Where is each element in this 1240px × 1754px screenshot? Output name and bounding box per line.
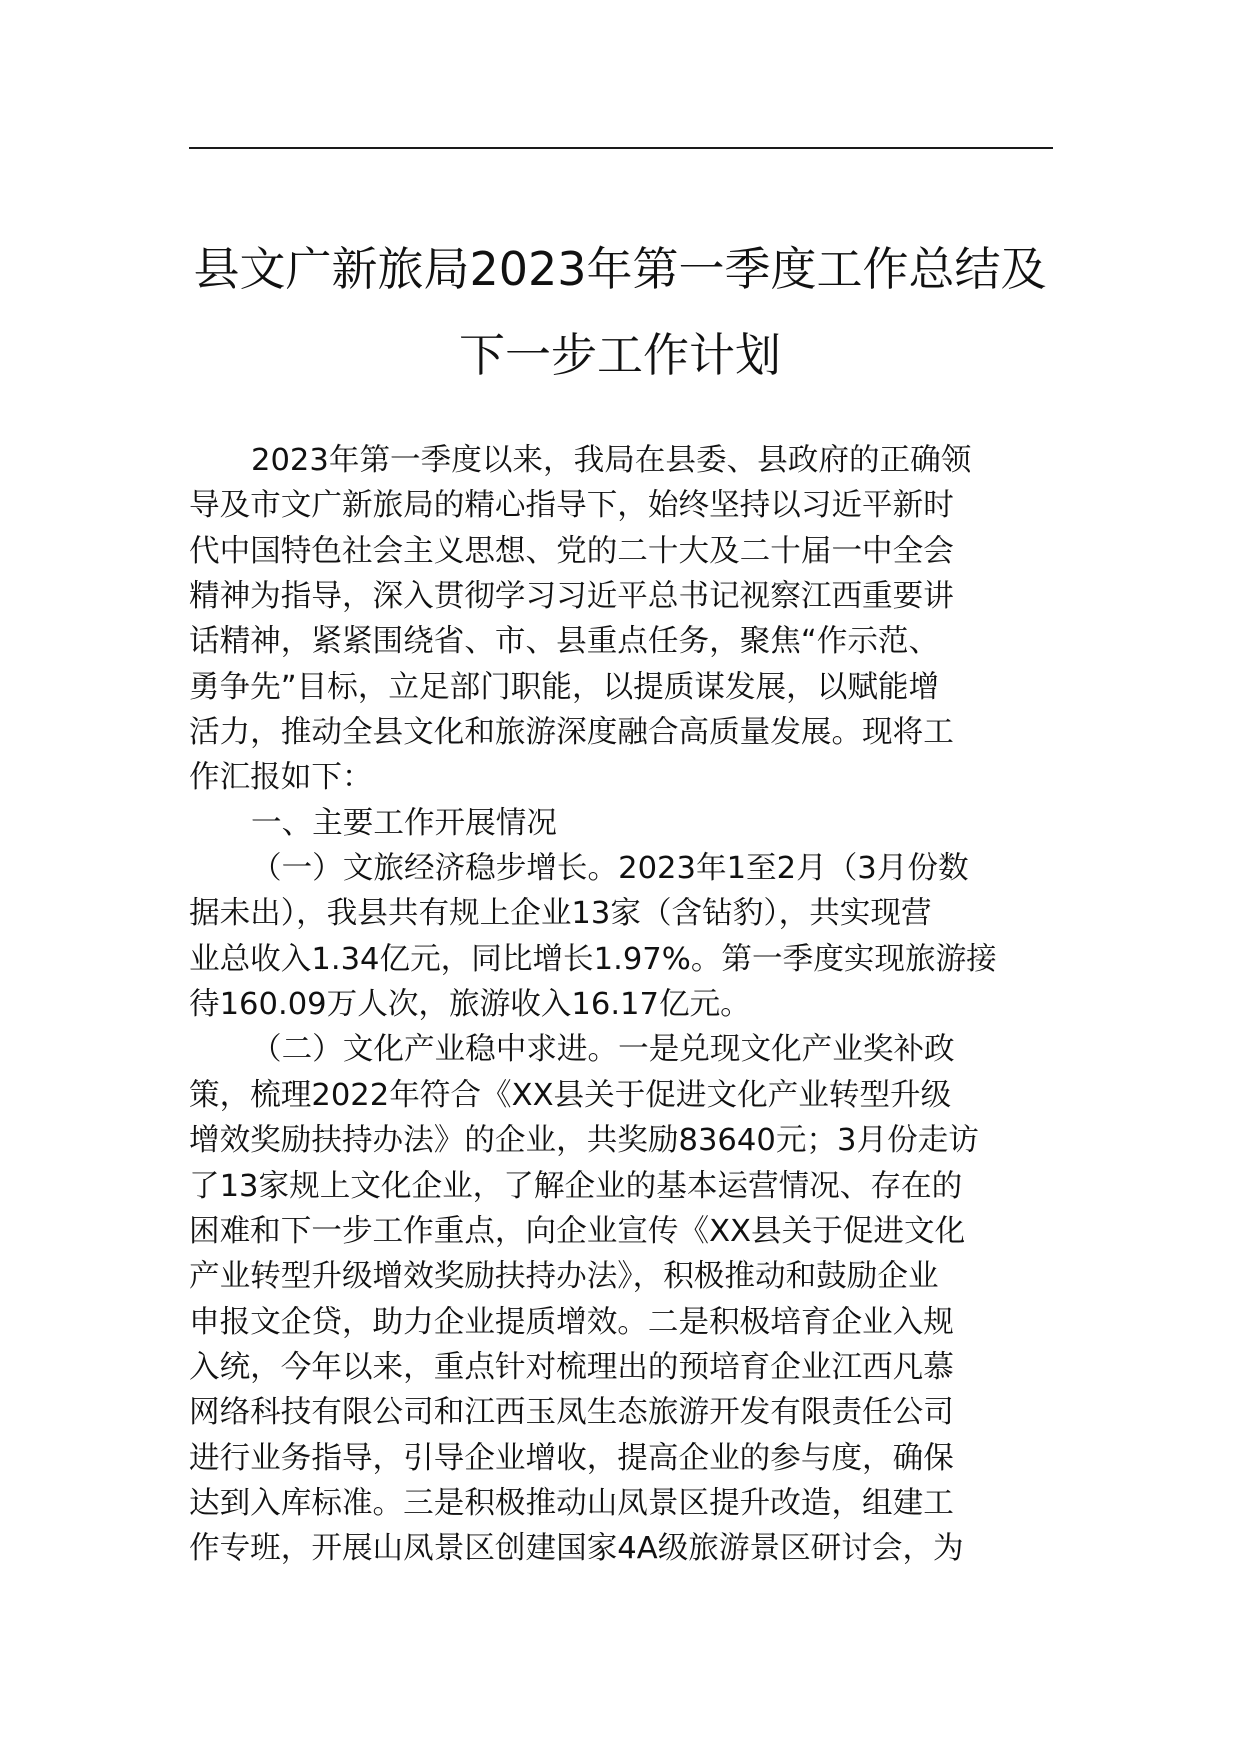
document-body (189, 438, 1053, 1572)
body-line: 勇争先”目标，立足部门职能，以提质谋发展，以赋能增 (189, 669, 940, 705)
header-rule (189, 147, 1053, 149)
body-line: 据未出），我县共有规上企业13家（含钻豹），共实现营 (189, 896, 932, 932)
body-line: 网络科技有限公司和江西玉凤生态旅游开发有限责任公司 (189, 1395, 954, 1431)
body-line: 了13家规上文化企业，了解企业的基本运营情况、存在的 (189, 1168, 963, 1204)
body-line: 业总收入1.34亿元，同比增长1.97%。第一季度实现旅游接 (189, 941, 997, 977)
body-line: （二）文化产业稳中求进。一是兑现文化产业奖补政 (251, 1032, 955, 1068)
body-line: 作汇报如下： (189, 760, 373, 796)
title-line-1: 县文广新旅局2023年第一季度工作总结及 (193, 242, 1047, 296)
body-line: 增效奖励扶持办法》的企业，共奖励83640元；3月份走访 (189, 1123, 979, 1159)
body-line: 话精神，紧紧围绕省、市、县重点任务，聚焦“作示范、 (189, 624, 940, 660)
body-line: 达到入库标准。三是积极推动山凤景区提升改造，组建工 (189, 1485, 954, 1521)
body-line: 产业转型升级增效奖励扶持办法》，积极推动和鼓励企业 (189, 1259, 939, 1295)
title-line-2: 下一步工作计划 (459, 328, 781, 382)
body-line: 精神为指导，深入贯彻学习习近平总书记视察江西重要讲 (189, 579, 954, 615)
body-line: （一）文旅经济稳步增长。2023年1至2月（3月份数 (251, 851, 969, 887)
body-line: 2023年第一季度以来，我局在县委、县政府的正确领 (251, 443, 972, 478)
body-line: 策，梳理2022年符合《XX县关于促进文化产业转型升级 (189, 1077, 952, 1113)
body-line: 申报文企贷，助力企业提质增效。二是积极培育企业入规 (189, 1304, 954, 1340)
body-line: 进行业务指导，引导企业增收，提高企业的参与度，确保 (189, 1440, 954, 1476)
body-line: 入统，今年以来，重点针对梳理出的预培育企业江西凡慕 (189, 1349, 954, 1385)
body-line: 作专班，开展山凤景区创建国家4A级旅游景区研讨会，为 (189, 1531, 964, 1567)
body-line: 活力，推动全县文化和旅游深度融合高质量发展。现将工 (189, 715, 954, 751)
body-line: 待160.09万人次，旅游收入16.17亿元。 (189, 987, 751, 1023)
body-line: 一、主要工作开展情况 (251, 805, 557, 841)
document-title (170, 226, 1070, 398)
body-line: 导及市文广新旅局的精心指导下，始终坚持以习近平新时 (189, 488, 954, 524)
body-line: 代中国特色社会主义思想、党的二十大及二十届一中全会 (189, 533, 954, 569)
body-line: 困难和下一步工作重点，向企业宣传《XX县关于促进文化 (189, 1213, 966, 1249)
